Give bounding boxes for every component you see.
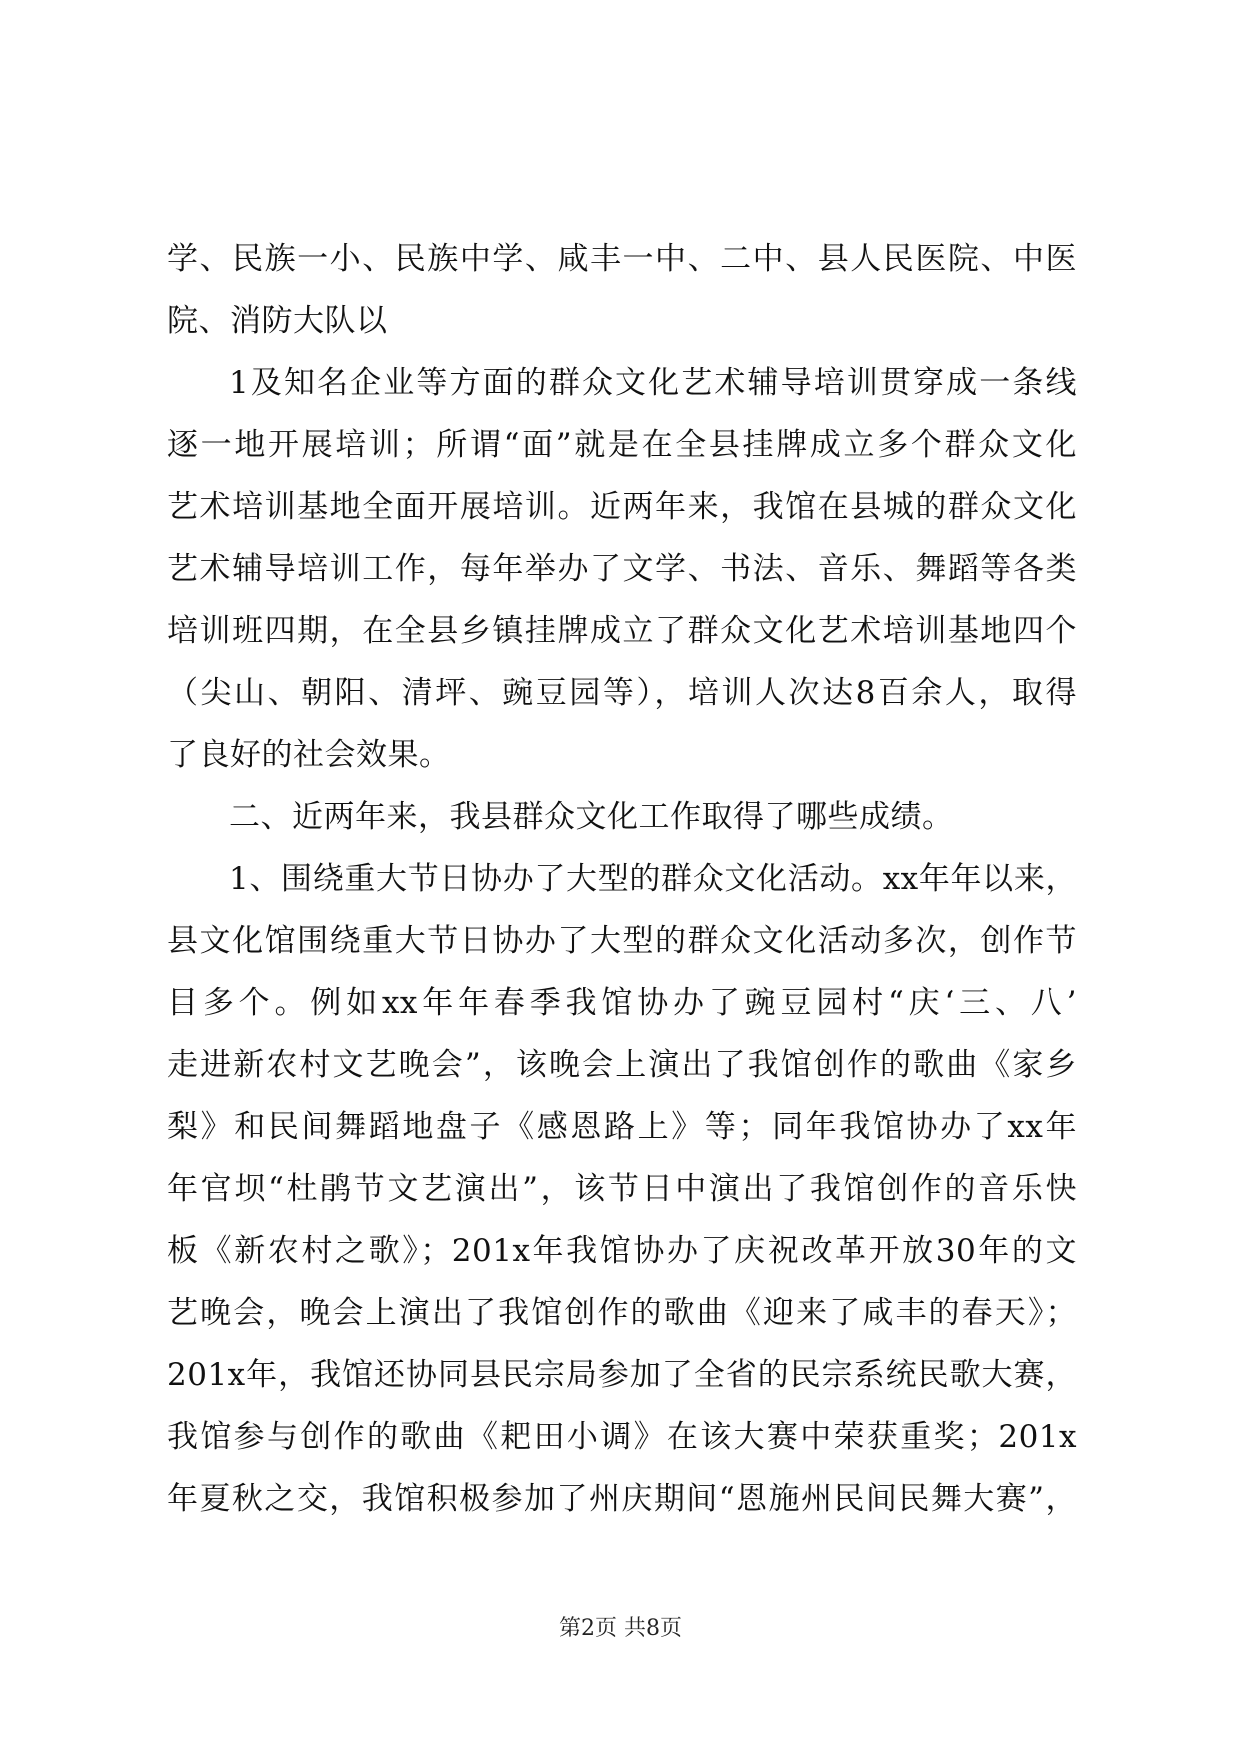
page-number-footer: 第2页 共8页	[559, 1616, 682, 1641]
text-line: 1及知名企业等方面的群众文化艺术辅导培训贯穿成一条线	[229, 365, 1077, 401]
text-line: 艺晚会，晚会上演出了我馆创作的歌曲《迎来了咸丰的春天》；	[167, 1295, 1077, 1331]
text-line: 学、民族一小、民族中学、咸丰一中、二中、县人民医院、中医	[167, 241, 1077, 277]
text-line: 目多个。例如xx年年春季我馆协办了豌豆园村“庆‘三、八’	[167, 985, 1077, 1021]
text-line: 培训班四期，在全县乡镇挂牌成立了群众文化艺术培训基地四个	[167, 613, 1077, 649]
text-line: 我馆参与创作的歌曲《耙田小调》在该大赛中荣获重奖；201x	[167, 1419, 1077, 1455]
text-line: 年夏秋之交，我馆积极参加了州庆期间“恩施州民间民舞大赛”，	[167, 1481, 1077, 1517]
text-line: 院、消防大队以	[167, 303, 388, 339]
text-line: 逐一地开展培训；所谓“面”就是在全县挂牌成立多个群众文化	[167, 427, 1077, 463]
text-line: 梨》和民间舞蹈地盘子《感恩路上》等；同年我馆协办了xx年	[167, 1109, 1077, 1145]
document-body	[167, 228, 1077, 1530]
section-heading: 二、近两年来，我县群众文化工作取得了哪些成绩。	[229, 799, 954, 835]
text-line: 艺术辅导培训工作，每年举办了文学、书法、音乐、舞蹈等各类	[167, 551, 1077, 587]
text-line: 了良好的社会效果。	[167, 737, 451, 773]
text-line: 板《新农村之歌》；201x年我馆协办了庆祝改革开放30年的文	[167, 1233, 1077, 1269]
text-line: 年官坝“杜鹃节文艺演出”，该节日中演出了我馆创作的音乐快	[167, 1171, 1077, 1207]
text-line: 走进新农村文艺晚会”，该晚会上演出了我馆创作的歌曲《家乡	[167, 1047, 1077, 1083]
text-line: （尖山、朝阳、清坪、豌豆园等），培训人次达8百余人，取得	[167, 675, 1077, 711]
text-line: 县文化馆围绕重大节日协办了大型的群众文化活动多次，创作节	[167, 923, 1077, 959]
text-line: 艺术培训基地全面开展培训。近两年来，我馆在县城的群众文化	[167, 489, 1077, 525]
text-line: 201x年，我馆还协同县民宗局参加了全省的民宗系统民歌大赛，	[167, 1357, 1077, 1393]
text-line: 1、围绕重大节日协办了大型的群众文化活动。xx年年以来，	[229, 861, 1077, 897]
